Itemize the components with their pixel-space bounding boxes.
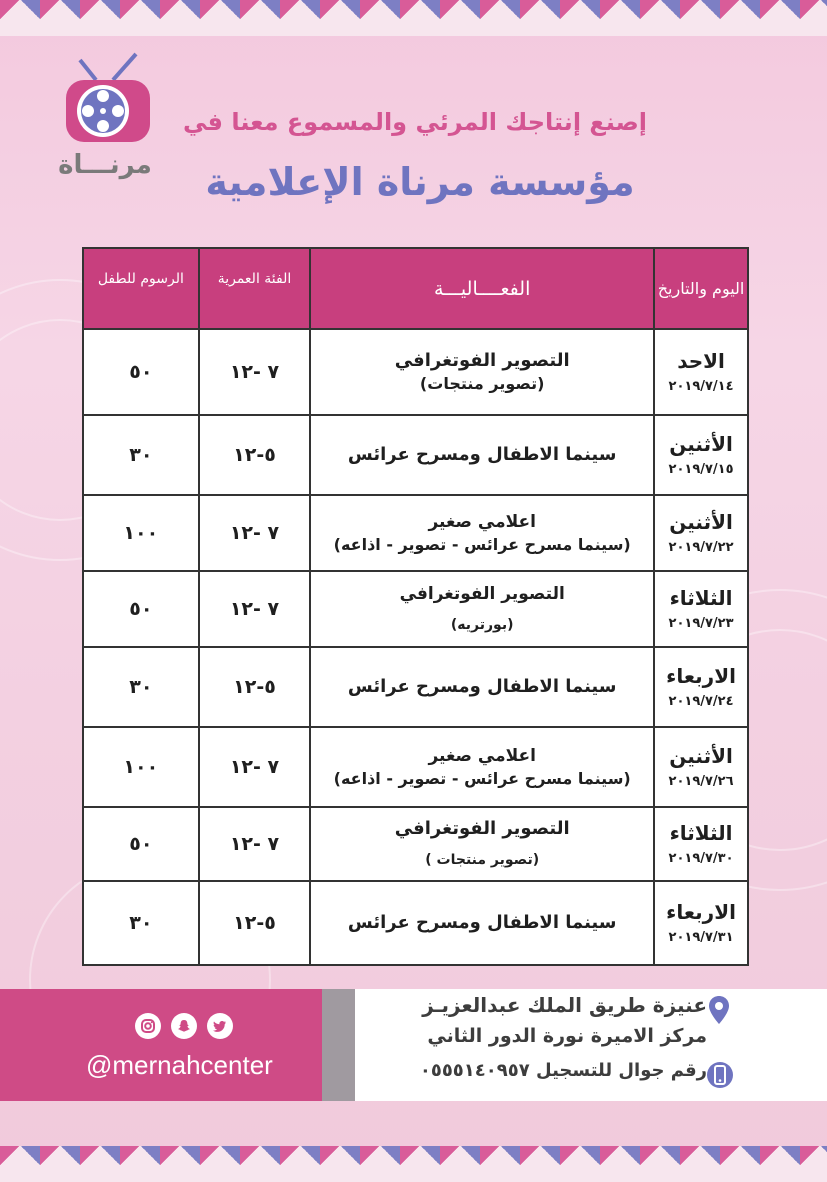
activity-name: اعلامي صغير [428, 746, 536, 766]
cell-day [654, 329, 748, 415]
activity-detail: (تصوير منتجات) [419, 374, 545, 393]
cell-day [654, 495, 748, 571]
day-date: ٢٠١٩/٧/١٥ [668, 462, 734, 477]
cell-age: ٧ -١٢ [199, 495, 311, 571]
cell-day [654, 807, 748, 881]
cell-activity [310, 495, 654, 571]
social-handle[interactable]: @mernahcenter [86, 1050, 273, 1080]
header-day: اليوم والتاريخ [654, 248, 748, 329]
cell-fee: ٥٠ [83, 329, 199, 415]
day-date: ٢٠١٩/٧/٣٠ [668, 851, 734, 866]
mobile-phone-icon [706, 1060, 734, 1090]
phone-number[interactable]: ٠٥٥٥١٤٠٩٥٧ [419, 1060, 530, 1081]
table-row [83, 807, 748, 881]
activity-name: سينما الاطفال ومسرح عرائس [347, 676, 617, 697]
location-pin-icon [707, 995, 731, 1025]
header-activity: الفعــــاليـــة [310, 248, 654, 329]
cell-activity [310, 647, 654, 727]
social-icons [135, 1013, 233, 1039]
cell-activity [310, 807, 654, 881]
day-name: الاربعاء [666, 900, 736, 924]
day-name: الاحد [677, 349, 725, 373]
table-header-row [83, 248, 748, 329]
footer-social-panel [0, 989, 322, 1101]
day-date: ٢٠١٩/٧/٢٢ [668, 540, 734, 555]
day-date: ٢٠١٩/٧/٢٣ [668, 616, 734, 631]
phone-label: رقم جوال للتسجيل [536, 1060, 707, 1081]
activity-name: التصوير الفوتغرافي [394, 350, 570, 371]
cell-age: ٧ -١٢ [199, 329, 311, 415]
day-date: ٢٠١٩/٧/١٤ [668, 379, 734, 394]
cell-day [654, 881, 748, 965]
table-row [83, 571, 748, 647]
activity-detail: (بورتريه) [450, 617, 514, 633]
logo-text: مرنـــاة [58, 150, 152, 180]
header-age: الفئة العمرية [199, 248, 311, 329]
cell-day [654, 415, 748, 495]
cell-fee: ١٠٠ [83, 727, 199, 807]
phone-line [420, 1060, 707, 1081]
day-name: الثلاثاء [669, 586, 733, 610]
cell-age: ٥-١٢ [199, 647, 311, 727]
cell-fee: ٥٠ [83, 807, 199, 881]
cell-age: ٧ -١٢ [199, 807, 311, 881]
activity-name: التصوير الفوتغرافي [399, 584, 565, 604]
bottom-decorative-border [0, 1146, 827, 1182]
table-row [83, 329, 748, 415]
org-name: مؤسسة مرناة الإعلامية [205, 160, 635, 204]
day-date: ٢٠١٩/٧/٢٦ [668, 774, 734, 789]
address-line-1: عنيزة طريق الملك عبدالعزيـز [422, 993, 707, 1017]
cell-activity [310, 329, 654, 415]
cell-day [654, 727, 748, 807]
activity-name: سينما الاطفال ومسرح عرائس [347, 912, 617, 933]
top-decorative-border [0, 0, 827, 36]
table-row [83, 727, 748, 807]
day-name: الاربعاء [666, 664, 736, 688]
day-name: الأثنين [669, 744, 733, 768]
twitter-icon[interactable] [207, 1013, 233, 1039]
tagline: إصنع إنتاجك المرئي والمسموع معنا في [182, 108, 648, 136]
day-name: الأثنين [669, 432, 733, 456]
activity-name: سينما الاطفال ومسرح عرائس [347, 444, 617, 465]
schedule-table [82, 247, 749, 966]
address-line-2: مركز الاميرة نورة الدور الثاني [427, 1025, 707, 1047]
cell-activity [310, 415, 654, 495]
instagram-icon[interactable] [135, 1013, 161, 1039]
cell-fee: ٣٠ [83, 647, 199, 727]
cell-age: ٧ -١٢ [199, 727, 311, 807]
day-name: الأثنين [669, 510, 733, 534]
cell-fee: ٥٠ [83, 571, 199, 647]
cell-age: ٥-١٢ [199, 881, 311, 965]
day-date: ٢٠١٩/٧/٣١ [668, 930, 734, 945]
activity-name: التصوير الفوتغرافي [394, 818, 570, 839]
snapchat-icon[interactable] [171, 1013, 197, 1039]
cell-activity [310, 881, 654, 965]
cell-day [654, 647, 748, 727]
cell-activity [310, 571, 654, 647]
cell-fee: ٣٠ [83, 881, 199, 965]
header-fee: الرسوم للطفل [83, 248, 199, 329]
cell-age: ٧ -١٢ [199, 571, 311, 647]
activity-name: اعلامي صغير [428, 512, 536, 532]
day-date: ٢٠١٩/٧/٢٤ [668, 694, 734, 709]
activity-detail: (سينما مسرح عرائس - تصوير - اذاعه) [333, 535, 631, 554]
cell-activity [310, 727, 654, 807]
table-row [83, 415, 748, 495]
activity-detail: (سينما مسرح عرائس - تصوير - اذاعه) [333, 769, 631, 788]
cell-fee: ٣٠ [83, 415, 199, 495]
activity-detail: (تصوير منتجات ) [425, 852, 540, 868]
table-row [83, 881, 748, 965]
table-row [83, 495, 748, 571]
cell-fee: ١٠٠ [83, 495, 199, 571]
cell-day [654, 571, 748, 647]
cell-age: ٥-١٢ [199, 415, 311, 495]
table-row [83, 647, 748, 727]
day-name: الثلاثاء [669, 821, 733, 845]
